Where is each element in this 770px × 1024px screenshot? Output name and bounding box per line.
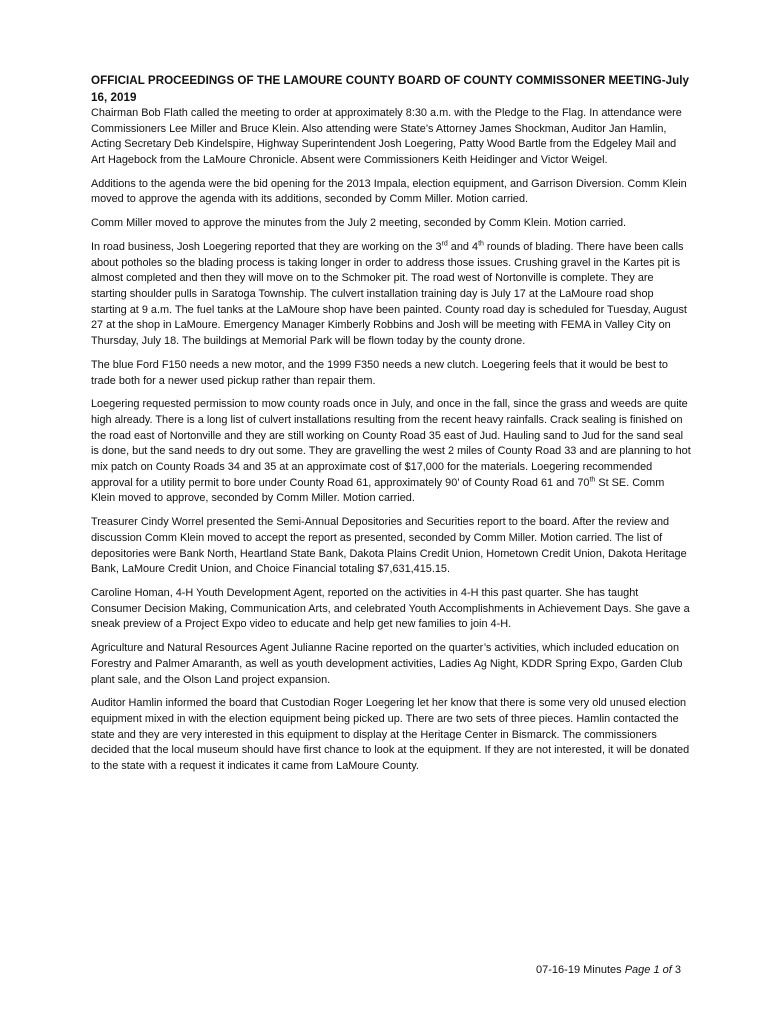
ordinal-superscript: rd (441, 240, 448, 248)
ordinal-superscript: th (478, 240, 484, 248)
road-business-text-a: In road business, Josh Loegering reported that they are working on the 3 (91, 241, 442, 254)
mowing-text-b: St SE. Comm Klein moved to approve, seconded by Comm Miller. Motion carried. (91, 476, 665, 505)
footer-of-word: of (659, 964, 675, 976)
paragraph-call-to-order: Chairman Bob Flath called the meeting to order at approximately 8:30 a.m. with the Pledge to the Flag. In attendance were Commissioners Lee Miller and Bruce Klein. Also attending were State’s Attorney James Shockman, Auditor Jan Hamlin, Acting Secretary Deb Kindelspire, Highway Superintendent Josh Loegering, Patty Wood Bartle from the Edgeley Mail and Art Hagebock from the LaMoure Chronicle. Absent were Commissioners Keith Heidinger and Victor Weigel. (91, 107, 682, 166)
road-business-text-b: and 4 (447, 241, 479, 254)
page-footer (536, 963, 681, 977)
document-body (91, 72, 691, 783)
paragraph-election-equipment: Auditor Hamlin informed the board that Custodian Roger Loegering let her know that there is some very old unused election equipment mixed in with the election equipment being picked up. There are two sets of three pieces. Hamlin contacted the state and they are very interested in this equipment to display at the Heritage Center in Bismarck. The commissioners decided that the local museum should have first chance to look at the equipment. If they are not interested, it will be donated to the state with a request it indicates it came from LaMoure County. (91, 697, 690, 772)
paragraph-4h-report: Caroline Homan, 4-H Youth Development Agent, reported on the activities in 4-H this past quarter. She has taught Consumer Decision Making, Communication Arts, and celebrated Youth Accomplishments in Achievement Days. She gave a sneak preview of a Project Expo video to educate and help get new families to join 4-H. (91, 587, 690, 631)
ordinal-superscript: th (589, 476, 596, 484)
paragraph-road-business (91, 240, 691, 350)
paragraph-mowing-permission (91, 397, 691, 507)
paragraph-treasurer-report: Treasurer Cindy Worrel presented the Semi-Annual Depositories and Securities report to the board. After the review and discussion Comm Klein moved to accept the report as presented, seconded by Comm Miller. Motion carried. The list of depositories were Bank North, Heartland State Bank, Dakota Plains Credit Union, Hometown Credit Union, Dakota Heritage Bank, LaMoure Credit Union, and Choice Financial totaling $7,631,415.15. (91, 516, 687, 576)
paragraph-vehicle-repairs: The blue Ford F150 needs a new motor, and the 1999 F350 needs a new clutch. Loegering feels that it would be best to trade both for a newer used pickup rather than repair them. (91, 358, 668, 387)
paragraph-agenda-additions: Additions to the agenda were the bid opening for the 2013 Impala, election equipment, and Garrison Diversion. Comm Klein moved to approve the agenda with its additions, seconded by Comm Miller. Motion carried. (91, 177, 687, 206)
paragraph-minutes-approval: Comm Miller moved to approve the minutes from the July 2 meeting, seconded by Comm Klein. Motion carried. (91, 217, 627, 230)
road-business-text-c: rounds of blading. There have been calls about potholes so the blading process is taking longer in order to address those issues. Crushing gravel in the Kartes pit is almost completed and then they will move on to the Schmoker pit. The road west of Nortonville is complete. They are starting shoulder pulls in Saratoga Township. The culvert installation training day is July 17 at the LaMoure road shop starting at 9 a.m. The fuel tanks at the LaMoure shop have been painted. County road day is scheduled for Tuesday, August 27 at the shop in LaMoure. Emergency Manager Kimberly Robbins and Josh will be meeting with FEMA in Valley City on Thursday, July 18. The buildings at Memorial Park will be flown today by the county drone. (91, 241, 687, 348)
mowing-text-a: Loegering requested permission to mow county roads once in July, and once in the fall, since the grass and weeds are quite high already. There is a long list of culvert installations resulting from the recent heavy rainfalls. Crack sealing is finished on the road east of Nortonville and they are still working on County Road 35 east of Jud. Hauling sand to Jud for the sand seal is done, but the sand needs to dry out some. They are gravelling the west 2 miles of County Road 33 and are planning to hot mix patch on County Roads 34 and 35 at an approximate cost of $17,000 for the materials. Loegering recommended approval for a utility permit to bore under County Road 61, approximately 90’ of County Road 61 and 70 (91, 398, 691, 489)
footer-total-pages: 3 (674, 964, 681, 976)
paragraph-agriculture-report: Agriculture and Natural Resources Agent Julianne Racine reported on the quarter’s activities, which included education on Forestry and Palmer Amaranth, as well as youth development activities, Ladies Ag Night, KDDR Spring Expo, Garden Club plant sale, and the Olson Land project expansion. (91, 642, 683, 686)
footer-page-number: Page 1 (624, 964, 660, 976)
footer-date-label: 07-16-19 Minutes (536, 964, 625, 976)
document-title: OFFICIAL PROCEEDINGS OF THE LAMOURE COUNTY BOARD OF COUNTY COMMISSONER MEETING-July 16, 2019 (91, 74, 690, 104)
